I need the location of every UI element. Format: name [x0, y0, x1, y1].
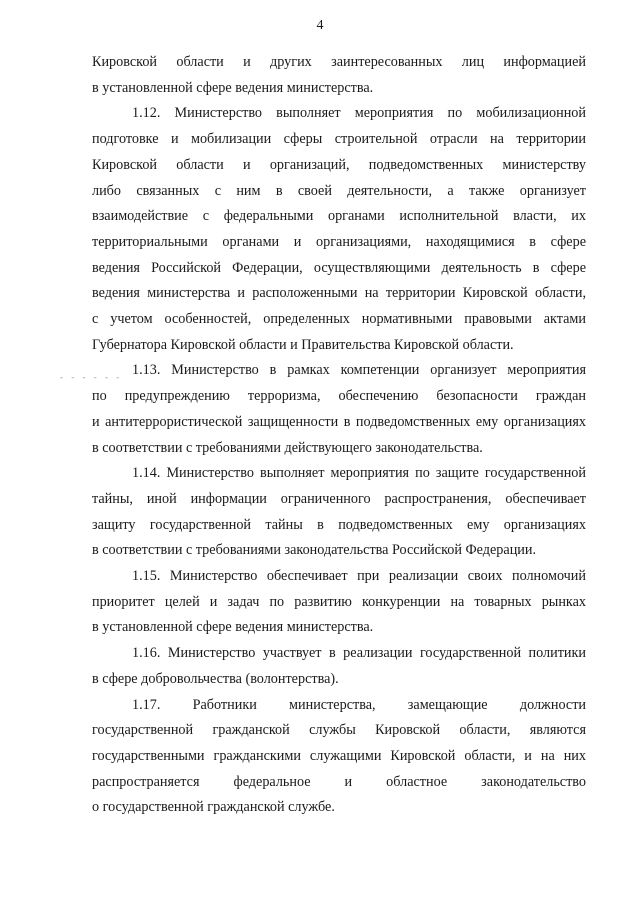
text-line: либо связанных с ним в своей деятельности, а также организует [92, 182, 586, 199]
paragraph [92, 461, 586, 564]
paragraph [92, 564, 586, 641]
text-line: распространяется федеральное и областное законодательство [92, 773, 586, 790]
text-line: взаимодействие с федеральными органами исполнительной власти, их [92, 208, 586, 225]
text-line: подготовке и мобилизации сферы строительной отрасли на территории [92, 131, 586, 148]
text-line: ведения Российской Федерации, осуществляющими деятельность в сфере [92, 259, 586, 276]
text-line: в соответствии с требованиями законодательства Российской Федерации. [92, 542, 537, 559]
text-line: в соответствии с требованиями действующего законодательства. [92, 439, 483, 456]
text-line: территориальными органами и организациями, находящимися в сфере [92, 233, 586, 250]
text-line: по предупреждению терроризма, обеспечению безопасности граждан [92, 388, 586, 405]
page-number: 4 [316, 18, 324, 33]
text-line: и антитеррористической защищенности в подведомственных ему организациях [92, 413, 586, 430]
text-line: о государственной гражданской службе. [92, 799, 335, 816]
text-line: 1.15. Министерство обеспечивает при реализации своих полномочий [132, 568, 586, 585]
paragraph [92, 101, 586, 358]
text-line: государственной гражданской службы Кировской области, являются [92, 722, 586, 739]
document-body [92, 50, 586, 821]
text-line: Кировской области и других заинтересованных лиц информацией [92, 54, 586, 70]
text-line: ведения министерства и расположенными на территории Кировской области, [92, 285, 586, 302]
text-line: тайны, иной информации ограниченного распространения, обеспечивает [92, 490, 586, 507]
text-line: 1.16. Министерство участвует в реализации государственной политики [132, 645, 586, 662]
text-line: Кировской области и организаций, подведомственных министерству [92, 156, 586, 173]
paragraph [92, 50, 586, 101]
text-line: защиту государственной тайны в подведомственных ему организациях [92, 516, 586, 533]
paragraph [92, 358, 586, 461]
paragraph [92, 693, 586, 822]
scan-artifact-mark: - - - - - - [60, 372, 123, 382]
text-line: государственными гражданскими служащими Кировской области, и на них [92, 747, 586, 764]
text-line: 1.12. Министерство выполняет мероприятия по мобилизационной [132, 105, 586, 122]
text-line: 1.14. Министерство выполняет мероприятия по защите государственной [132, 465, 586, 482]
text-line: в сфере добровольчества (волонтерства). [92, 670, 339, 687]
text-line: в установленной сфере ведения министерства. [92, 79, 374, 96]
text-line: с учетом особенностей, определенных нормативными правовыми актами [92, 311, 586, 328]
text-line: 1.17. Работники министерства, замещающие должности [132, 696, 586, 713]
text-line: приоритет целей и задач по развитию конкуренции на товарных рынках [92, 593, 586, 610]
text-line: в установленной сфере ведения министерства. [92, 619, 374, 636]
text-line: 1.13. Министерство в рамках компетенции организует мероприятия [132, 362, 586, 379]
paragraph [92, 641, 586, 692]
text-line: Губернатора Кировской области и Правительства Кировской области. [92, 336, 514, 353]
